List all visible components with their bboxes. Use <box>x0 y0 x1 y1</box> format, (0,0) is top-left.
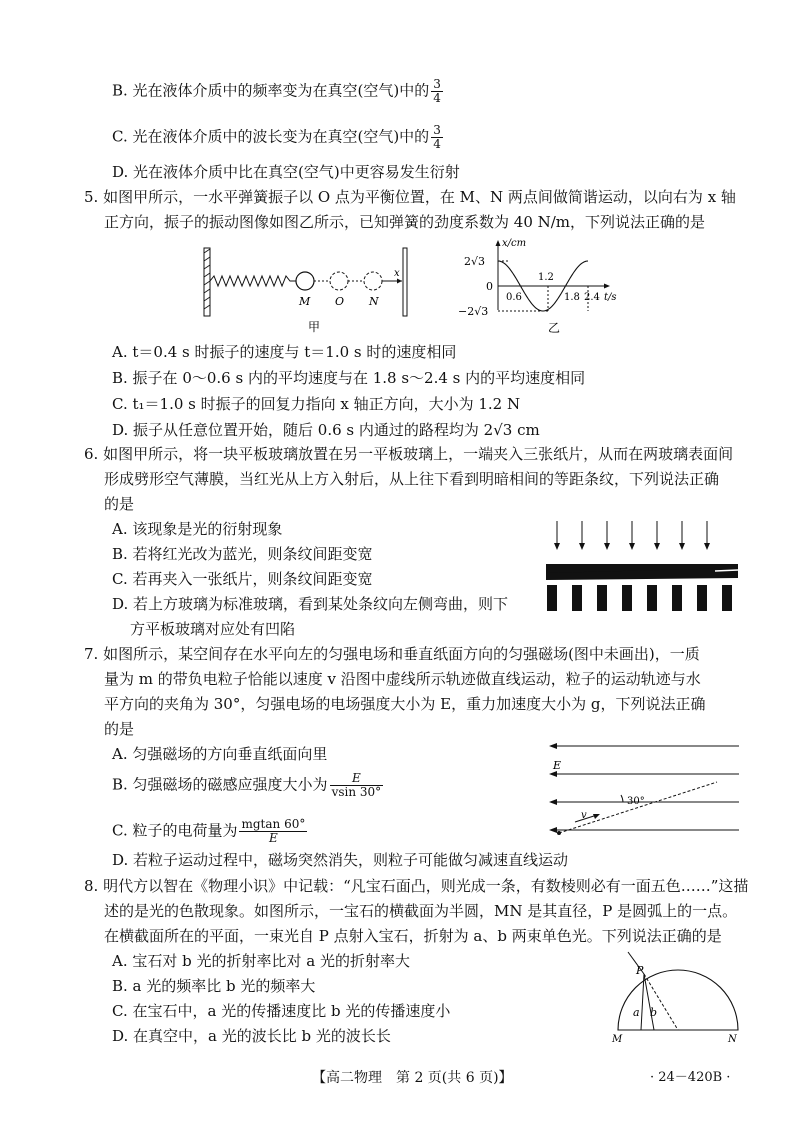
y-tick-top: 2√3 <box>464 255 486 268</box>
fraction: $\frac{E}{vsin 30^\circ}$ <box>331 771 382 799</box>
mass-at-n <box>364 272 382 290</box>
label-x: x <box>394 268 400 279</box>
q5-figure-spring <box>196 243 416 335</box>
mass-at-o <box>330 272 348 290</box>
particle <box>557 831 561 835</box>
t-axis-arrow <box>604 284 610 289</box>
prev-option-c: C. 光在液体介质中的波长变为在真空(空气)中的 $\frac{3}{4}$ <box>112 123 441 151</box>
fringes <box>547 585 732 611</box>
q7-option-a: A. 匀强磁场的方向垂直纸面向里 <box>112 745 328 763</box>
fraction: $\frac{3}{4}$ <box>433 77 441 105</box>
mass-at-m <box>296 272 314 290</box>
q7-figure-field <box>545 736 745 842</box>
q5-stem-line2: 正方向，振子的振动图像如图乙所示，已知弹簧的劲度系数为 40 N/m，下列说法正确的是 <box>104 213 706 231</box>
label-a: a <box>633 1006 640 1019</box>
right-wall <box>403 248 407 316</box>
q7-option-d: D. 若粒子运动过程中，磁场突然消失，则粒子可能做匀减速直线运动 <box>112 851 569 869</box>
q8-option-a: A. 宝石对 b 光的折射率比对 a 光的折射率大 <box>112 952 410 970</box>
q6-figure-fringes <box>540 518 740 614</box>
label-p: P <box>636 964 644 977</box>
t-tick-1.2: 1.2 <box>538 272 554 283</box>
q6-option-b: B. 若将红光改为蓝光，则条纹间距变宽 <box>112 545 373 563</box>
label-b: b <box>650 1006 658 1019</box>
q8-figure-gem <box>604 950 754 1046</box>
ray-b <box>644 974 654 1030</box>
y-tick-bottom: −2√3 <box>458 305 489 318</box>
t-tick-2.4: 2.4 <box>584 292 600 303</box>
fraction: $\frac{3}{4}$ <box>433 123 441 151</box>
q6-option-d-cont: 方平板玻璃对应处有凹陷 <box>130 620 296 638</box>
label-m: M <box>612 1034 623 1045</box>
y-axis-arrow <box>496 240 501 246</box>
paper-gap <box>715 570 738 571</box>
q5-option-c: C. t₁＝1.0 s 时振子的回复力指向 x 轴正方向，大小为 1.2 N <box>112 395 521 413</box>
label-v: v <box>581 810 587 821</box>
q6-option-c: C. 若再夹入一张纸片，则条纹间距变宽 <box>112 570 373 588</box>
fraction: $\frac{mgtan 60^\circ}{E}$ <box>241 817 306 845</box>
q7-option-c: C. 粒子的电荷量为 $\frac{mgtan 60^\circ}{E}$ <box>112 817 306 845</box>
q7-stem-line4: 的是 <box>104 720 135 738</box>
spring <box>210 276 296 286</box>
arrow-heads <box>554 543 710 550</box>
q5-option-d: D. 振子从任意位置开始，随后 0.6 s 内通过的路程均为 2√3 cm <box>112 421 540 439</box>
t-tick-0.6: 0.6 <box>506 292 522 303</box>
q8-option-b: B. a 光的频率比 b 光的频率大 <box>112 977 316 995</box>
q5-option-b: B. 振子在 0～0.6 s 内的平均速度与在 1.8 s～2.4 s 内的平均速度相同 <box>112 369 586 387</box>
semicircle <box>618 970 738 1030</box>
q6-option-d: D. 若上方玻璃为标准玻璃，看到某处条纹向左侧弯曲，则下 <box>112 595 509 613</box>
label-m: M <box>299 295 311 308</box>
q8-stem-line1: 8. 明代方以智在《物理小识》中记载：“凡宝石面凸，则光成一条，有数棱则必有一面五色……”这描 <box>84 877 749 895</box>
figure-caption-jia: 甲 <box>308 320 321 334</box>
angle-label: 30° <box>627 796 645 807</box>
q5-option-a: A. t＝0.4 s 时振子的速度与 t＝1.0 s 时的速度相同 <box>112 343 457 361</box>
q8-option-c: C. 在宝石中，a 光的传播速度比 b 光的传播速度小 <box>112 1002 451 1020</box>
angle-arc <box>621 795 623 802</box>
y-label: x/cm <box>502 238 527 249</box>
prev-option-b: B. 光在液体介质中的频率变为在真空(空气)中的 $\frac{3}{4}$ <box>112 77 441 105</box>
t-label: t/s <box>604 292 617 303</box>
label-n: N <box>369 295 379 308</box>
label-o: O <box>335 295 345 308</box>
q7-stem-line3: 平方向的夹角为 30°，匀强电场的电场强度大小为 E，重力加速度大小为 g，下列说法正确 <box>104 695 706 713</box>
q8-option-d: D. 在真空中，a 光的波长比 b 光的波长长 <box>112 1027 391 1045</box>
exam-code: · 24－420B · <box>650 1070 731 1085</box>
q6-option-a: A. 该现象是光的衍射现象 <box>112 520 283 538</box>
q8-stem-line3: 在横截面所在的平面，一束光自 P 点射入宝石，折射为 a、b 两束单色光。下列说法正确的是 <box>104 927 722 945</box>
field-arrows <box>549 743 557 833</box>
q5-figure-graph <box>450 236 625 336</box>
figure-caption-yi: 乙 <box>548 321 561 335</box>
prev-option-d: D. 光在液体介质中比在真空(空气)中更容易发生衍射 <box>112 163 460 181</box>
page-footer: 【高二物理 第 2 页(共 6 页)】 <box>312 1070 513 1086</box>
q6-stem-line2: 形成劈形空气薄膜，当红光从上方入射后，从上往下看到明暗相间的等距条纹，下列说法正确 <box>104 470 720 488</box>
q7-stem-line2: 量为 m 的带负电粒子恰能以速度 v 沿图中虚线所示轨迹做直线运动，粒子的运动轨迹与水 <box>104 670 701 688</box>
q8-stem-line2: 述的是光的色散现象。如图所示，一宝石的横截面为半圆，MN 是其直径，P 是圆弧上的一点。 <box>104 902 738 920</box>
q6-stem-line1: 6. 如图甲所示，将一块平板玻璃放置在另一平板玻璃上，一端夹入三张纸片，从而在两玻璃表面间 <box>84 445 734 463</box>
trajectory <box>559 782 717 833</box>
q5-stem-line1: 5. 如图甲所示，一水平弹簧振子以 O 点为平衡位置，在 M、N 两点间做简谐运动，以向右为 x 轴 <box>84 188 736 206</box>
y-tick-zero: 0 <box>486 280 493 293</box>
q6-stem-line3: 的是 <box>104 495 135 513</box>
x-axis-arrow <box>397 279 402 284</box>
label-e: E <box>553 759 562 772</box>
incident-light-arrows <box>557 521 707 545</box>
q7-option-b: B. 匀强磁场的磁感应强度大小为 $\frac{E}{vsin 30^\circ}$ <box>112 771 382 799</box>
label-n: N <box>728 1034 737 1045</box>
velocity-arrow-head <box>593 814 600 819</box>
t-tick-1.8: 1.8 <box>564 292 580 303</box>
q7-stem-line1: 7. 如图所示，某空间存在水平向左的匀强电场和垂直纸面方向的匀强磁场(图中未画出)，一质 <box>84 645 700 663</box>
